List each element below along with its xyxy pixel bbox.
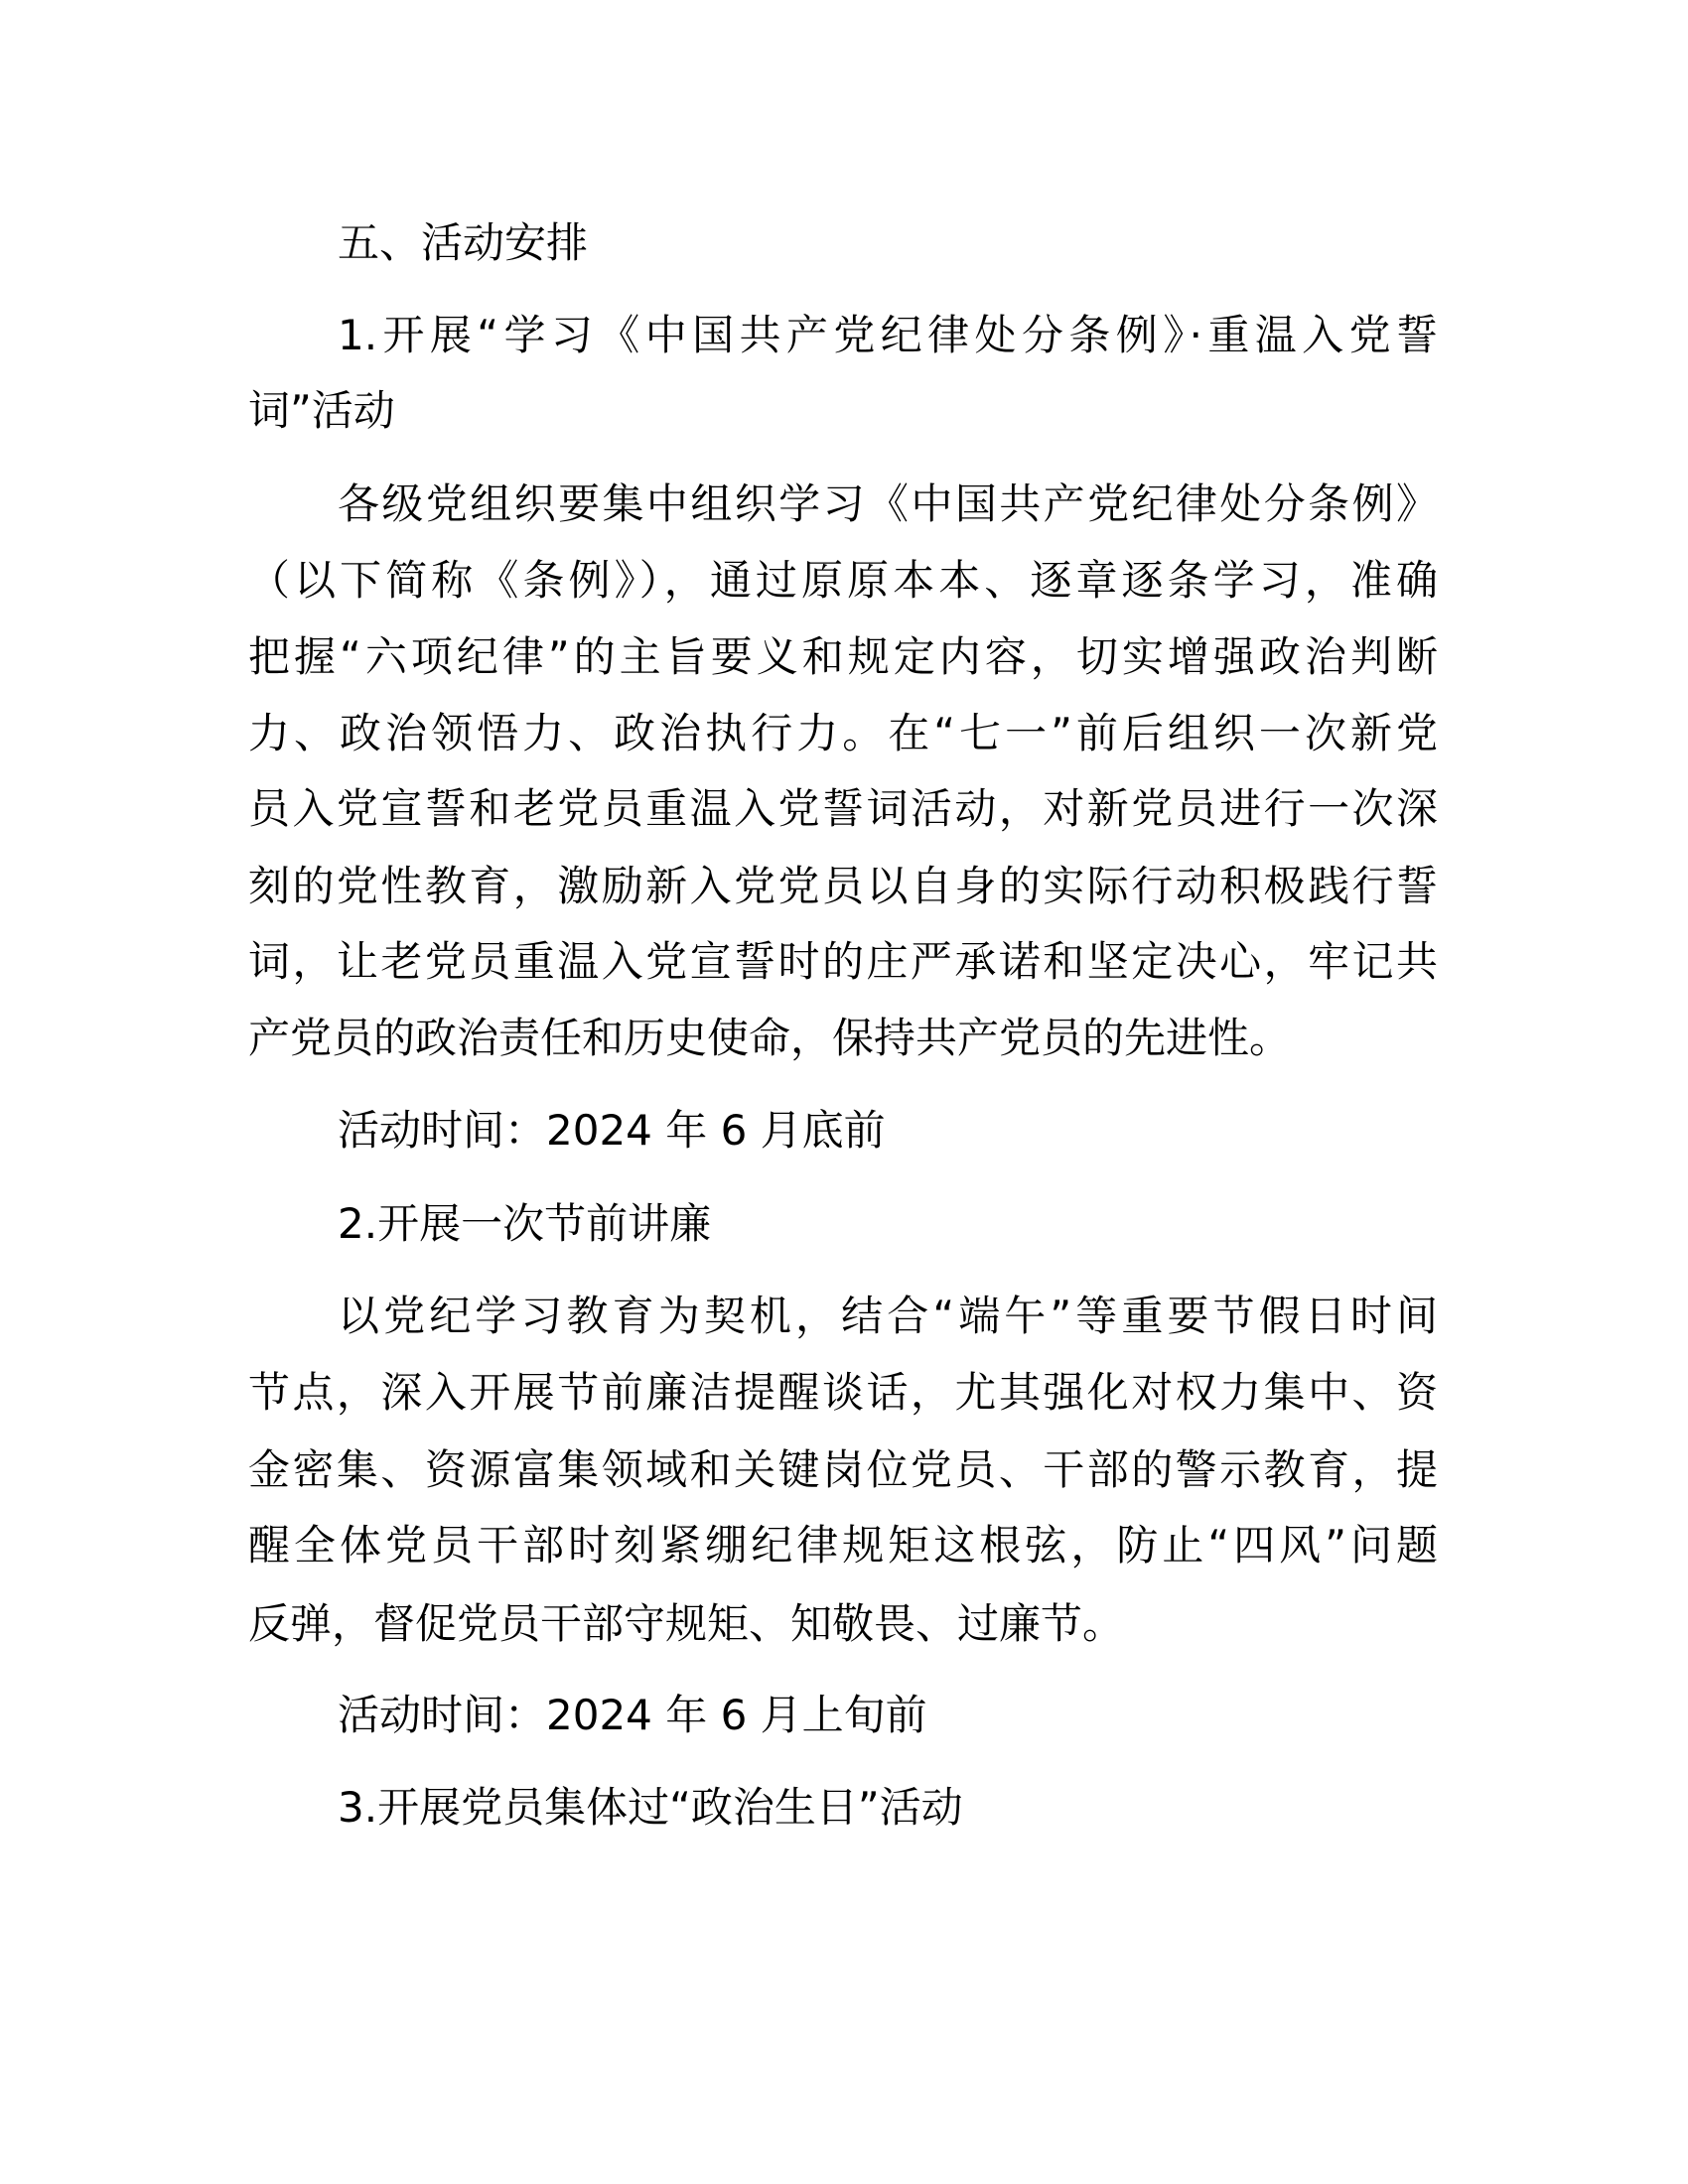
- section-2-body-line: 以党纪学习教育为契机，结合“端午”等重要节假日时间: [338, 1292, 1438, 1340]
- section-1-title-line-2: 词”活动: [248, 386, 395, 435]
- section-2-body-line: 节点，深入开展节前廉洁提醒谈话，尤其强化对权力集中、资: [248, 1368, 1438, 1417]
- section-heading: 五、活动安排: [338, 218, 589, 267]
- section-1-body-line: 把握“六项纪律”的主旨要义和规定内容，切实增强政治判断: [248, 632, 1438, 681]
- section-1-body-line: 刻的党性教育，激励新入党党员以自身的实际行动积极践行誓: [248, 862, 1438, 910]
- section-2-activity-time: 活动时间：2024 年 6 月上旬前: [338, 1691, 927, 1739]
- section-1-activity-time: 活动时间：2024 年 6 月底前: [338, 1106, 886, 1155]
- section-1-body-line: 产党员的政治责任和历史使命，保持共产党员的先进性。: [248, 1014, 1292, 1062]
- section-1-body-line: （以下简称《条例》），通过原原本本、逐章逐条学习，准确: [248, 556, 1438, 605]
- section-1-body-line: 员入党宣誓和老党员重温入党誓词活动，对新党员进行一次深: [248, 784, 1438, 833]
- section-2-body-line: 金密集、资源富集领域和关键岗位党员、干部的警示教育，提: [248, 1445, 1438, 1494]
- section-1-body-line: 力、政治领悟力、政治执行力。在“七一”前后组织一次新党: [248, 709, 1438, 757]
- section-3-title: 3.开展党员集体过“政治生日”活动: [338, 1783, 963, 1832]
- section-1-title-line-1: 1.开展“学习《中国共产党纪律处分条例》·重温入党誓: [338, 311, 1438, 359]
- section-2-body-line: 醒全体党员干部时刻紧绷纪律规矩这根弦，防止“四风”问题: [248, 1521, 1438, 1570]
- section-2-title: 2.开展一次节前讲廉: [338, 1199, 712, 1248]
- section-1-body-line: 各级党组织要集中组织学习《中国共产党纪律处分条例》: [338, 479, 1438, 528]
- section-1-body-line: 词，让老党员重温入党宣誓时的庄严承诺和坚定决心，牢记共: [248, 937, 1438, 986]
- section-2-body-line: 反弹，督促党员干部守规矩、知敬畏、过廉节。: [248, 1599, 1125, 1648]
